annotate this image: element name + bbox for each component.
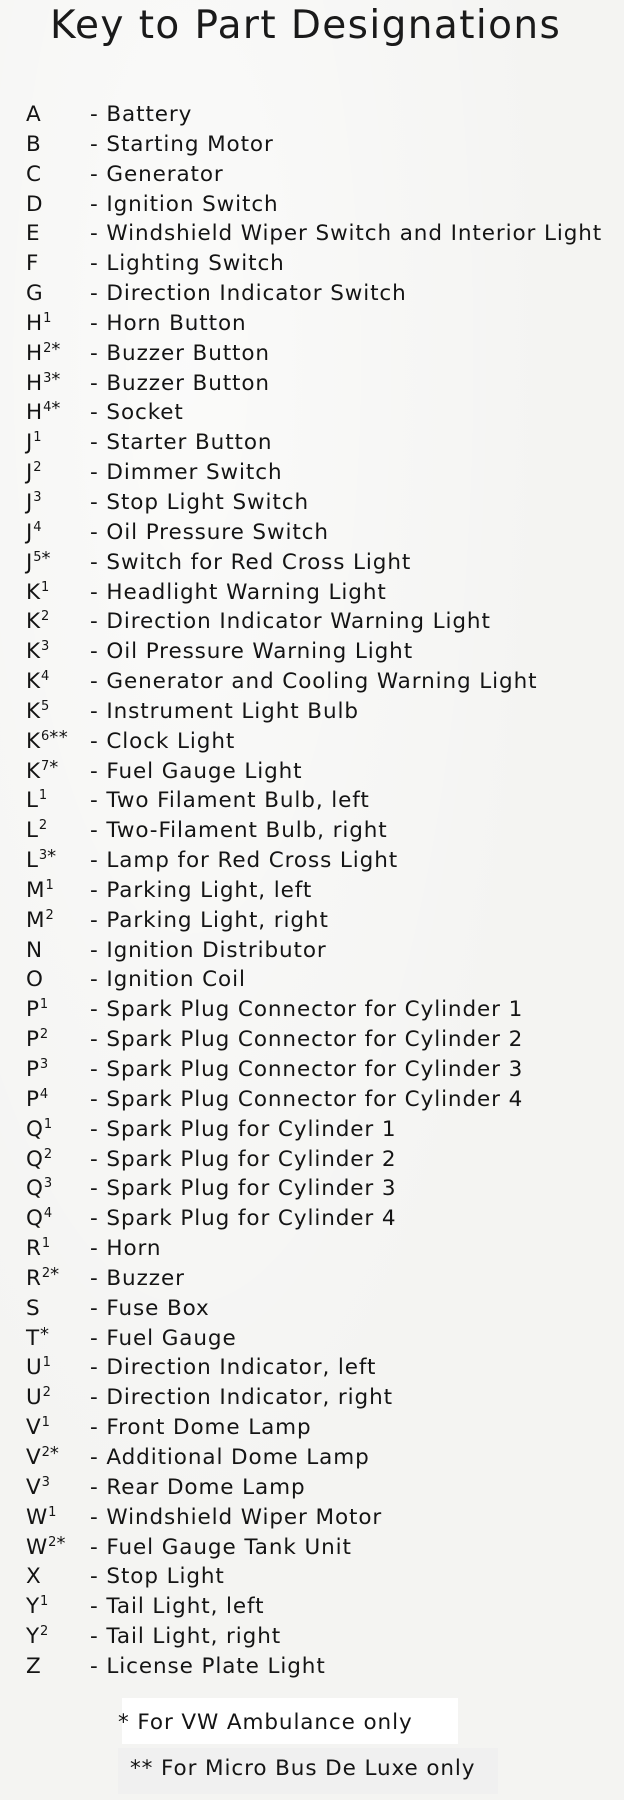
legend-row <box>0 1443 624 1473</box>
footnote-mark: * <box>40 1323 50 1345</box>
part-number: 2 <box>43 1146 53 1162</box>
part-description: - Clock Light <box>90 728 236 754</box>
part-letter: W <box>26 1534 49 1560</box>
part-number: 1 <box>41 579 50 595</box>
legend-row <box>0 816 624 846</box>
part-code <box>26 428 42 458</box>
part-letter: M <box>26 877 46 903</box>
part-code <box>26 816 47 846</box>
part-description: - Spark Plug for Cylinder 1 <box>90 1116 397 1142</box>
part-code <box>26 1055 48 1085</box>
footnote-micro-bus: ** For Micro Bus De Luxe only <box>130 1756 476 1781</box>
legend-row <box>0 160 624 190</box>
legend-row <box>0 1115 624 1145</box>
part-letter: T <box>26 1325 41 1351</box>
part-description: - Stop Light <box>90 1564 225 1590</box>
footnote-mark: * <box>56 1532 66 1554</box>
part-code <box>26 697 49 727</box>
legend-row <box>0 309 624 339</box>
part-number: 2 <box>43 340 52 356</box>
part-description: - Horn Button <box>90 310 247 336</box>
part-description: - Spark Plug for Cylinder 4 <box>90 1206 397 1232</box>
part-number: 4 <box>39 1086 49 1102</box>
part-code <box>26 1503 56 1533</box>
part-letter: R <box>26 1265 42 1291</box>
part-code <box>26 786 47 816</box>
part-code <box>26 965 44 995</box>
part-number: 2 <box>40 1624 49 1640</box>
legend-row <box>0 369 624 399</box>
part-letter: V <box>26 1415 42 1441</box>
footnote-mark: * <box>49 756 59 778</box>
part-description: - Direction Indicator Warning Light <box>90 609 491 635</box>
legend-row <box>0 1503 624 1533</box>
legend-row <box>0 548 624 578</box>
legend-row <box>0 876 624 906</box>
part-number: 2 <box>41 1265 51 1281</box>
part-letter: L <box>26 848 39 874</box>
page-title: Key to Part Designations <box>50 3 562 48</box>
legend-row <box>0 458 624 488</box>
part-code <box>26 846 57 877</box>
part-description: - Windshield Wiper Switch and Interior Light <box>90 221 603 247</box>
legend-row <box>0 1085 624 1115</box>
part-code <box>26 219 41 249</box>
part-number: 1 <box>48 1504 57 1520</box>
part-number: 2 <box>41 609 50 625</box>
legend-row <box>0 1324 624 1354</box>
part-number: 2 <box>41 1444 50 1460</box>
part-code <box>26 1652 42 1682</box>
part-description: - Buzzer <box>90 1265 185 1291</box>
part-description: - Fuel Gauge Tank Unit <box>90 1534 352 1560</box>
legend-row <box>0 1383 624 1413</box>
legend-row <box>0 488 624 518</box>
legend-row <box>0 727 624 757</box>
part-description: - Tail Light, left <box>90 1594 265 1620</box>
part-number: 2 <box>38 818 48 834</box>
legend-row <box>0 846 624 876</box>
legend-row <box>0 398 624 428</box>
part-code <box>26 130 42 160</box>
part-description: - Windshield Wiper Motor <box>90 1504 383 1530</box>
part-letter: K <box>26 669 41 695</box>
part-code <box>26 160 42 190</box>
part-letter: P <box>26 1057 40 1082</box>
part-number: 3 <box>39 1057 49 1072</box>
part-description: - Spark Plug for Cylinder 2 <box>90 1146 397 1172</box>
part-description: - Ignition Distributor <box>90 937 327 963</box>
legend-row <box>0 1622 624 1652</box>
part-number: 3 <box>33 489 42 505</box>
part-number: 1 <box>38 788 48 804</box>
part-letter: H <box>26 310 44 336</box>
part-letter: J <box>26 519 34 545</box>
part-code <box>26 936 43 966</box>
legend-row <box>0 757 624 787</box>
footnote-mark: * <box>51 398 61 420</box>
legend-row <box>0 219 624 249</box>
part-description: - Switch for Red Cross Light <box>90 549 412 575</box>
legend-row <box>0 100 624 130</box>
part-letter: O <box>26 967 44 993</box>
part-description: - Fuel Gauge Light <box>90 758 303 784</box>
part-description: - Front Dome Lamp <box>90 1415 312 1441</box>
part-description: - Oil Pressure Warning Light <box>90 639 414 665</box>
part-description: - Spark Plug Connector for Cylinder 4 <box>90 1086 524 1112</box>
legend-row <box>0 190 624 220</box>
legend-row <box>0 667 624 697</box>
part-number: 3 <box>43 370 52 386</box>
part-description: - Direction Indicator, right <box>90 1385 393 1411</box>
part-description: - Fuel Gauge <box>90 1325 237 1351</box>
legend-row <box>0 965 624 995</box>
part-code <box>26 1145 52 1175</box>
legend-row <box>0 130 624 160</box>
part-code <box>26 578 49 608</box>
part-letter: K <box>26 728 41 754</box>
legend-row <box>0 995 624 1025</box>
part-description: - Battery <box>90 102 193 127</box>
part-description: - Ignition Coil <box>90 967 246 993</box>
legend-row <box>0 1592 624 1622</box>
part-letter: Q <box>26 1146 44 1172</box>
legend-row <box>0 249 624 279</box>
part-letter: K <box>26 698 41 724</box>
part-letter: Y <box>26 1624 41 1650</box>
part-letter: S <box>26 1295 41 1321</box>
part-letter: R <box>26 1236 42 1262</box>
footnote-mark: * <box>47 846 57 868</box>
part-letter: U <box>26 1385 43 1411</box>
part-description: - Fuse Box <box>90 1295 210 1321</box>
part-description: - Two-Filament Bulb, right <box>90 818 388 844</box>
part-letter: K <box>26 758 41 784</box>
part-number: 1 <box>42 1355 51 1371</box>
legend-row <box>0 1353 624 1383</box>
part-description: - Spark Plug Connector for Cylinder 3 <box>90 1057 524 1082</box>
part-letter: J <box>26 489 34 515</box>
part-description: - Buzzer Button <box>90 340 270 366</box>
part-number: 2 <box>42 1385 51 1401</box>
part-description: - Parking Light, right <box>90 907 329 933</box>
part-letter: J <box>26 430 34 456</box>
part-number: 2 <box>33 460 42 476</box>
part-letter: K <box>26 639 41 665</box>
part-letter: Q <box>26 1116 44 1142</box>
part-letter: K <box>26 579 41 605</box>
part-number: 7 <box>41 758 50 774</box>
part-code <box>26 100 42 130</box>
legend-row <box>0 518 624 548</box>
part-code <box>26 548 51 579</box>
part-code <box>26 1443 59 1474</box>
part-code <box>26 1025 48 1055</box>
part-description: - Lamp for Red Cross Light <box>90 848 399 874</box>
part-letter: Y <box>26 1594 41 1620</box>
part-code <box>26 1085 48 1115</box>
part-letter: M <box>26 907 46 933</box>
part-description: - Socket <box>90 400 184 426</box>
footnote-mark: * <box>50 1263 60 1285</box>
legend-row <box>0 786 624 816</box>
footnote-mark: * <box>51 368 61 390</box>
part-description: - Horn <box>90 1236 162 1262</box>
part-code <box>26 1413 50 1443</box>
legend-row <box>0 428 624 458</box>
part-code <box>26 876 54 906</box>
part-code <box>26 1115 52 1145</box>
part-number: 3 <box>38 848 48 864</box>
legend-row <box>0 1473 624 1503</box>
part-code <box>26 1234 50 1264</box>
part-code <box>26 727 68 758</box>
part-description: - Ignition Switch <box>90 191 279 217</box>
legend-row <box>0 1533 624 1563</box>
part-letter: P <box>26 997 40 1023</box>
part-letter: C <box>26 161 42 187</box>
part-number: 4 <box>43 400 52 416</box>
legend-row <box>0 697 624 727</box>
part-letter: H <box>26 370 44 396</box>
part-description: - Spark Plug for Cylinder 3 <box>90 1176 397 1202</box>
part-code <box>26 1592 48 1622</box>
part-letter: V <box>26 1444 42 1470</box>
part-letter: G <box>26 281 44 307</box>
part-code <box>26 518 42 548</box>
part-letter: B <box>26 131 42 157</box>
part-description: - Dimmer Switch <box>90 460 283 486</box>
part-number: 1 <box>45 877 54 893</box>
part-number: 1 <box>41 1415 50 1431</box>
part-description: - Direction Indicator Switch <box>90 281 407 307</box>
part-letter: X <box>26 1564 42 1590</box>
legend-row <box>0 936 624 966</box>
legend-row <box>0 906 624 936</box>
part-description: - Starting Motor <box>90 131 274 157</box>
legend-row <box>0 1204 624 1234</box>
part-number: 3 <box>41 1474 50 1490</box>
part-number: 1 <box>43 1116 53 1132</box>
legend-row <box>0 1562 624 1592</box>
part-code <box>26 339 61 370</box>
part-letter: A <box>26 102 42 127</box>
part-number: 1 <box>41 1236 51 1252</box>
part-description: - Generator and Cooling Warning Light <box>90 669 538 695</box>
footnote-mark: ** <box>49 726 69 748</box>
part-description: - Instrument Light Bulb <box>90 698 359 724</box>
legend-row <box>0 578 624 608</box>
part-number: 3 <box>43 1176 53 1192</box>
part-number: 5 <box>33 549 42 565</box>
part-letter: Q <box>26 1176 44 1202</box>
legend-row <box>0 1294 624 1324</box>
footnote-list <box>118 1700 476 1792</box>
part-letter: H <box>26 340 44 366</box>
part-code <box>26 309 51 339</box>
part-description: - Buzzer Button <box>90 370 270 396</box>
part-description: - Two Filament Bulb, left <box>90 788 370 814</box>
part-letter: P <box>26 1086 40 1112</box>
part-code <box>26 995 48 1025</box>
part-number: 4 <box>41 669 50 685</box>
footnote-ambulance: * For VW Ambulance only <box>118 1710 413 1735</box>
part-code <box>26 398 61 429</box>
part-number: 2 <box>39 1027 49 1043</box>
legend-row <box>0 279 624 309</box>
part-code <box>26 458 42 488</box>
part-description: - Tail Light, right <box>90 1624 282 1650</box>
part-letter: L <box>26 788 39 814</box>
part-number: 1 <box>39 997 49 1013</box>
part-code <box>26 667 49 697</box>
part-code <box>26 1174 52 1204</box>
part-description: - License Plate Light <box>90 1653 326 1679</box>
part-letter: F <box>26 251 40 277</box>
part-description: - Lighting Switch <box>90 251 285 277</box>
part-description: - Parking Light, left <box>90 877 313 903</box>
part-letter: P <box>26 1027 40 1053</box>
part-letter: L <box>26 818 39 844</box>
part-description: - Additional Dome Lamp <box>90 1444 370 1470</box>
part-code <box>26 757 59 788</box>
part-code <box>26 1294 41 1324</box>
part-letter: J <box>26 549 34 575</box>
part-number: 4 <box>33 519 42 535</box>
part-letter: D <box>26 191 44 217</box>
legend-row <box>0 1234 624 1264</box>
part-code <box>26 488 42 518</box>
legend-row <box>0 607 624 637</box>
part-letter: U <box>26 1355 43 1381</box>
part-letter: Q <box>26 1206 44 1232</box>
part-number: 1 <box>43 310 52 326</box>
part-code <box>26 1383 51 1413</box>
part-number: 1 <box>40 1594 49 1610</box>
part-description: - Spark Plug Connector for Cylinder 2 <box>90 1027 524 1053</box>
footnote-mark: * <box>51 338 61 360</box>
legend-row <box>0 1025 624 1055</box>
part-code <box>26 1533 66 1564</box>
part-letter: H <box>26 400 44 426</box>
part-code <box>26 906 54 936</box>
legend-row <box>0 339 624 369</box>
part-number: 2 <box>45 907 54 923</box>
part-code <box>26 279 44 309</box>
part-code <box>26 249 39 279</box>
legend-row <box>0 1055 624 1085</box>
part-letter: V <box>26 1474 42 1500</box>
part-description: - Generator <box>90 161 224 187</box>
footnote-mark: * <box>49 1442 60 1464</box>
part-description: - Headlight Warning Light <box>90 579 387 605</box>
part-code <box>26 637 49 667</box>
legend-row <box>0 1145 624 1175</box>
part-number: 5 <box>41 698 50 714</box>
part-number: 4 <box>43 1206 53 1222</box>
footnote-mark: * <box>41 547 52 569</box>
legend-row <box>0 1652 624 1682</box>
part-code <box>26 607 49 637</box>
part-number: 2 <box>48 1534 57 1550</box>
part-description: - Spark Plug Connector for Cylinder 1 <box>90 997 524 1023</box>
part-number: 1 <box>33 430 42 446</box>
part-code <box>26 1324 50 1355</box>
legend-row <box>0 637 624 667</box>
part-code <box>26 190 43 220</box>
part-letter: K <box>26 609 41 635</box>
part-description: - Starter Button <box>90 430 273 456</box>
part-description: - Oil Pressure Switch <box>90 519 329 545</box>
part-description: - Direction Indicator, left <box>90 1355 377 1381</box>
part-code <box>26 1622 48 1652</box>
part-code <box>26 369 61 400</box>
part-code <box>26 1353 51 1383</box>
legend-row <box>0 1174 624 1204</box>
part-letter: Z <box>26 1653 42 1679</box>
part-letter: W <box>26 1504 49 1530</box>
part-letter: E <box>26 221 41 247</box>
part-designation-list <box>0 100 624 1682</box>
part-letter: N <box>26 937 43 963</box>
part-code <box>26 1473 50 1503</box>
legend-row <box>0 1264 624 1294</box>
part-number: 3 <box>41 639 50 655</box>
part-description: - Rear Dome Lamp <box>90 1474 306 1500</box>
legend-row <box>0 1413 624 1443</box>
part-code <box>26 1562 42 1592</box>
part-letter: J <box>26 460 34 486</box>
part-description: - Stop Light Switch <box>90 489 309 515</box>
part-code <box>26 1204 52 1234</box>
part-code <box>26 1264 60 1295</box>
part-number: 6 <box>41 728 50 744</box>
